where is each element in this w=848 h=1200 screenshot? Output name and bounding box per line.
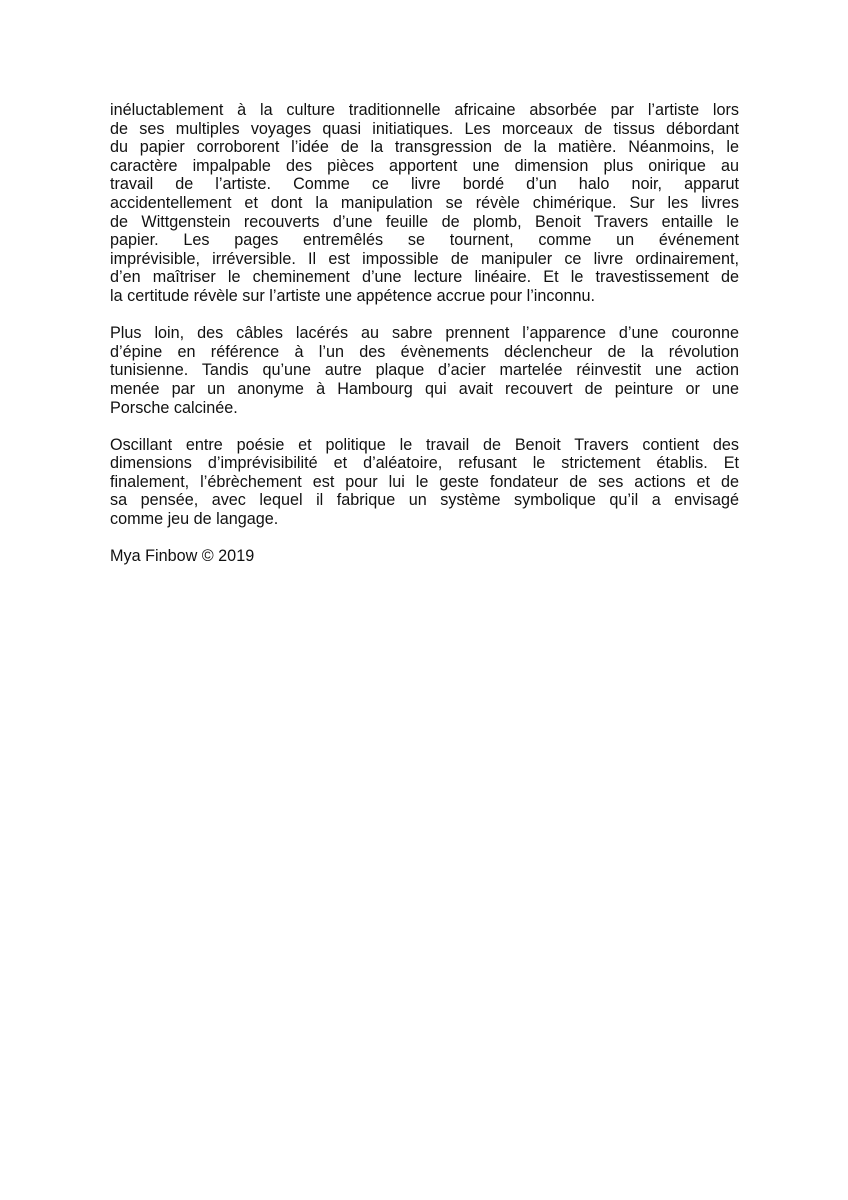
text-line: travail de l’artiste. Comme ce livre bordé d’un halo noir, apparut [110,175,739,194]
text-line: de ses multiples voyages quasi initiatiques. Les morceaux de tissus débordant [110,119,739,138]
text-line: Plus loin, des câbles lacérés au sabre prennent l’apparence d’une couronne [110,324,739,343]
paragraph-3 [110,436,739,529]
text-line: caractère impalpable des pièces apportent une dimension plus onirique au [110,156,739,175]
text-line: sa pensée, avec lequel il fabrique un système symbolique qu’il a envisagé [110,491,739,510]
text-line: Porsche calcinée. [110,398,238,417]
text-line: d’épine en référence à l’un des évènements déclencheur de la révolution [110,342,739,361]
text-line: Oscillant entre poésie et politique le travail de Benoit Travers contient des [110,435,739,454]
body-text [110,101,739,566]
text-line: d’en maîtriser le cheminement d’une lecture linéaire. Et le travestissement de [110,268,739,287]
text-line: comme jeu de langage. [110,510,279,529]
text-line: inéluctablement à la culture traditionnelle africaine absorbée par l’artiste lors [110,101,739,119]
text-line: accidentellement et dont la manipulation se révèle chimérique. Sur les livres [110,193,739,212]
text-line: dimensions d’imprévisibilité et d’aléatoire, refusant le strictement établis. Et [110,454,739,473]
author-signature: Mya Finbow © 2019 [110,547,255,566]
text-line: tunisienne. Tandis qu’une autre plaque d’acier martelée réinvestit une action [110,361,739,380]
text-line: finalement, l’ébrèchement est pour lui le geste fondateur de ses actions et de [110,472,739,491]
text-line: menée par un anonyme à Hambourg qui avait recouvert de peinture or une [110,379,739,398]
text-line: de Wittgenstein recouverts d’une feuille de plomb, Benoit Travers entaille le [110,212,739,231]
text-line: papier. Les pages entremêlés se tournent, comme un événement [110,231,739,250]
text-line: la certitude révèle sur l’artiste une appétence accrue pour l’inconnu. [110,286,596,305]
paragraph-1 [110,101,739,306]
paragraph-2 [110,324,739,417]
text-line: imprévisible, irréversible. Il est impossible de manipuler ce livre ordinairement, [110,249,739,268]
text-line: du papier corroborent l’idée de la transgression de la matière. Néanmoins, le [110,138,739,157]
